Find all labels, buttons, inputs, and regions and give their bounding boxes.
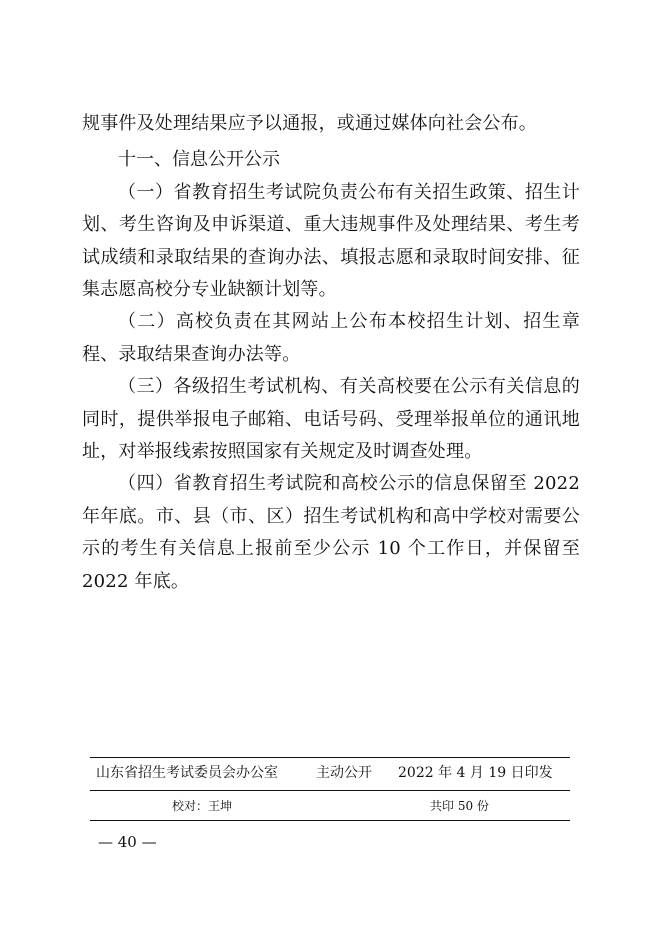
paragraph-item-2: （二）高校负责在其网站上公布本校招生计划、招生章程、录取结果查询办法等。 bbox=[82, 311, 580, 365]
document-body bbox=[82, 108, 580, 598]
paragraph-item-4: （四）省教育招生考试院和高校公示的信息保留至 2022 年年底。市、县（市、区）招生考试机构和高中学校对需要公示的考生有关信息上报前至少公示 10 个工作日，并保留至 2022 年底。 bbox=[82, 473, 580, 592]
proofreader: 校对：王坤 bbox=[172, 799, 233, 813]
footer-middle-rule bbox=[90, 790, 570, 791]
footer-top-rule bbox=[90, 757, 570, 758]
paragraph-item-1: （一）省教育招生考试院负责公布有关招生政策、招生计划、考生咨询及申诉渠道、重大违规事件及处理结果、考生考试成绩和录取结果的查询办法、填报志愿和录取时间安排、征集志愿高校分专业缺额计划等。 bbox=[82, 181, 580, 301]
issuing-office: 山东省招生考试委员会办公室 bbox=[96, 765, 278, 781]
disclosure-type: 主动公开 bbox=[316, 765, 372, 781]
paragraph-continuation: 规事件及处理结果应予以通报，或通过媒体向社会公布。 bbox=[82, 113, 537, 134]
footer-issue-line bbox=[96, 763, 566, 783]
page-number: — 40 — bbox=[98, 833, 157, 851]
section-heading: 十一、信息公开公示 bbox=[118, 149, 280, 171]
print-copies: 共印 50 份 bbox=[430, 799, 489, 813]
footer-bottom-rule bbox=[90, 820, 570, 821]
issue-date: 2022 年 4 月 19 日印发 bbox=[398, 765, 553, 781]
paragraph-item-3: （三）各级招生考试机构、有关高校要在公示有关信息的同时，提供举报电子邮箱、电话号码、受理举报单位的通讯地址，对举报线索按照国家有关规定及时调查处理。 bbox=[82, 376, 580, 463]
